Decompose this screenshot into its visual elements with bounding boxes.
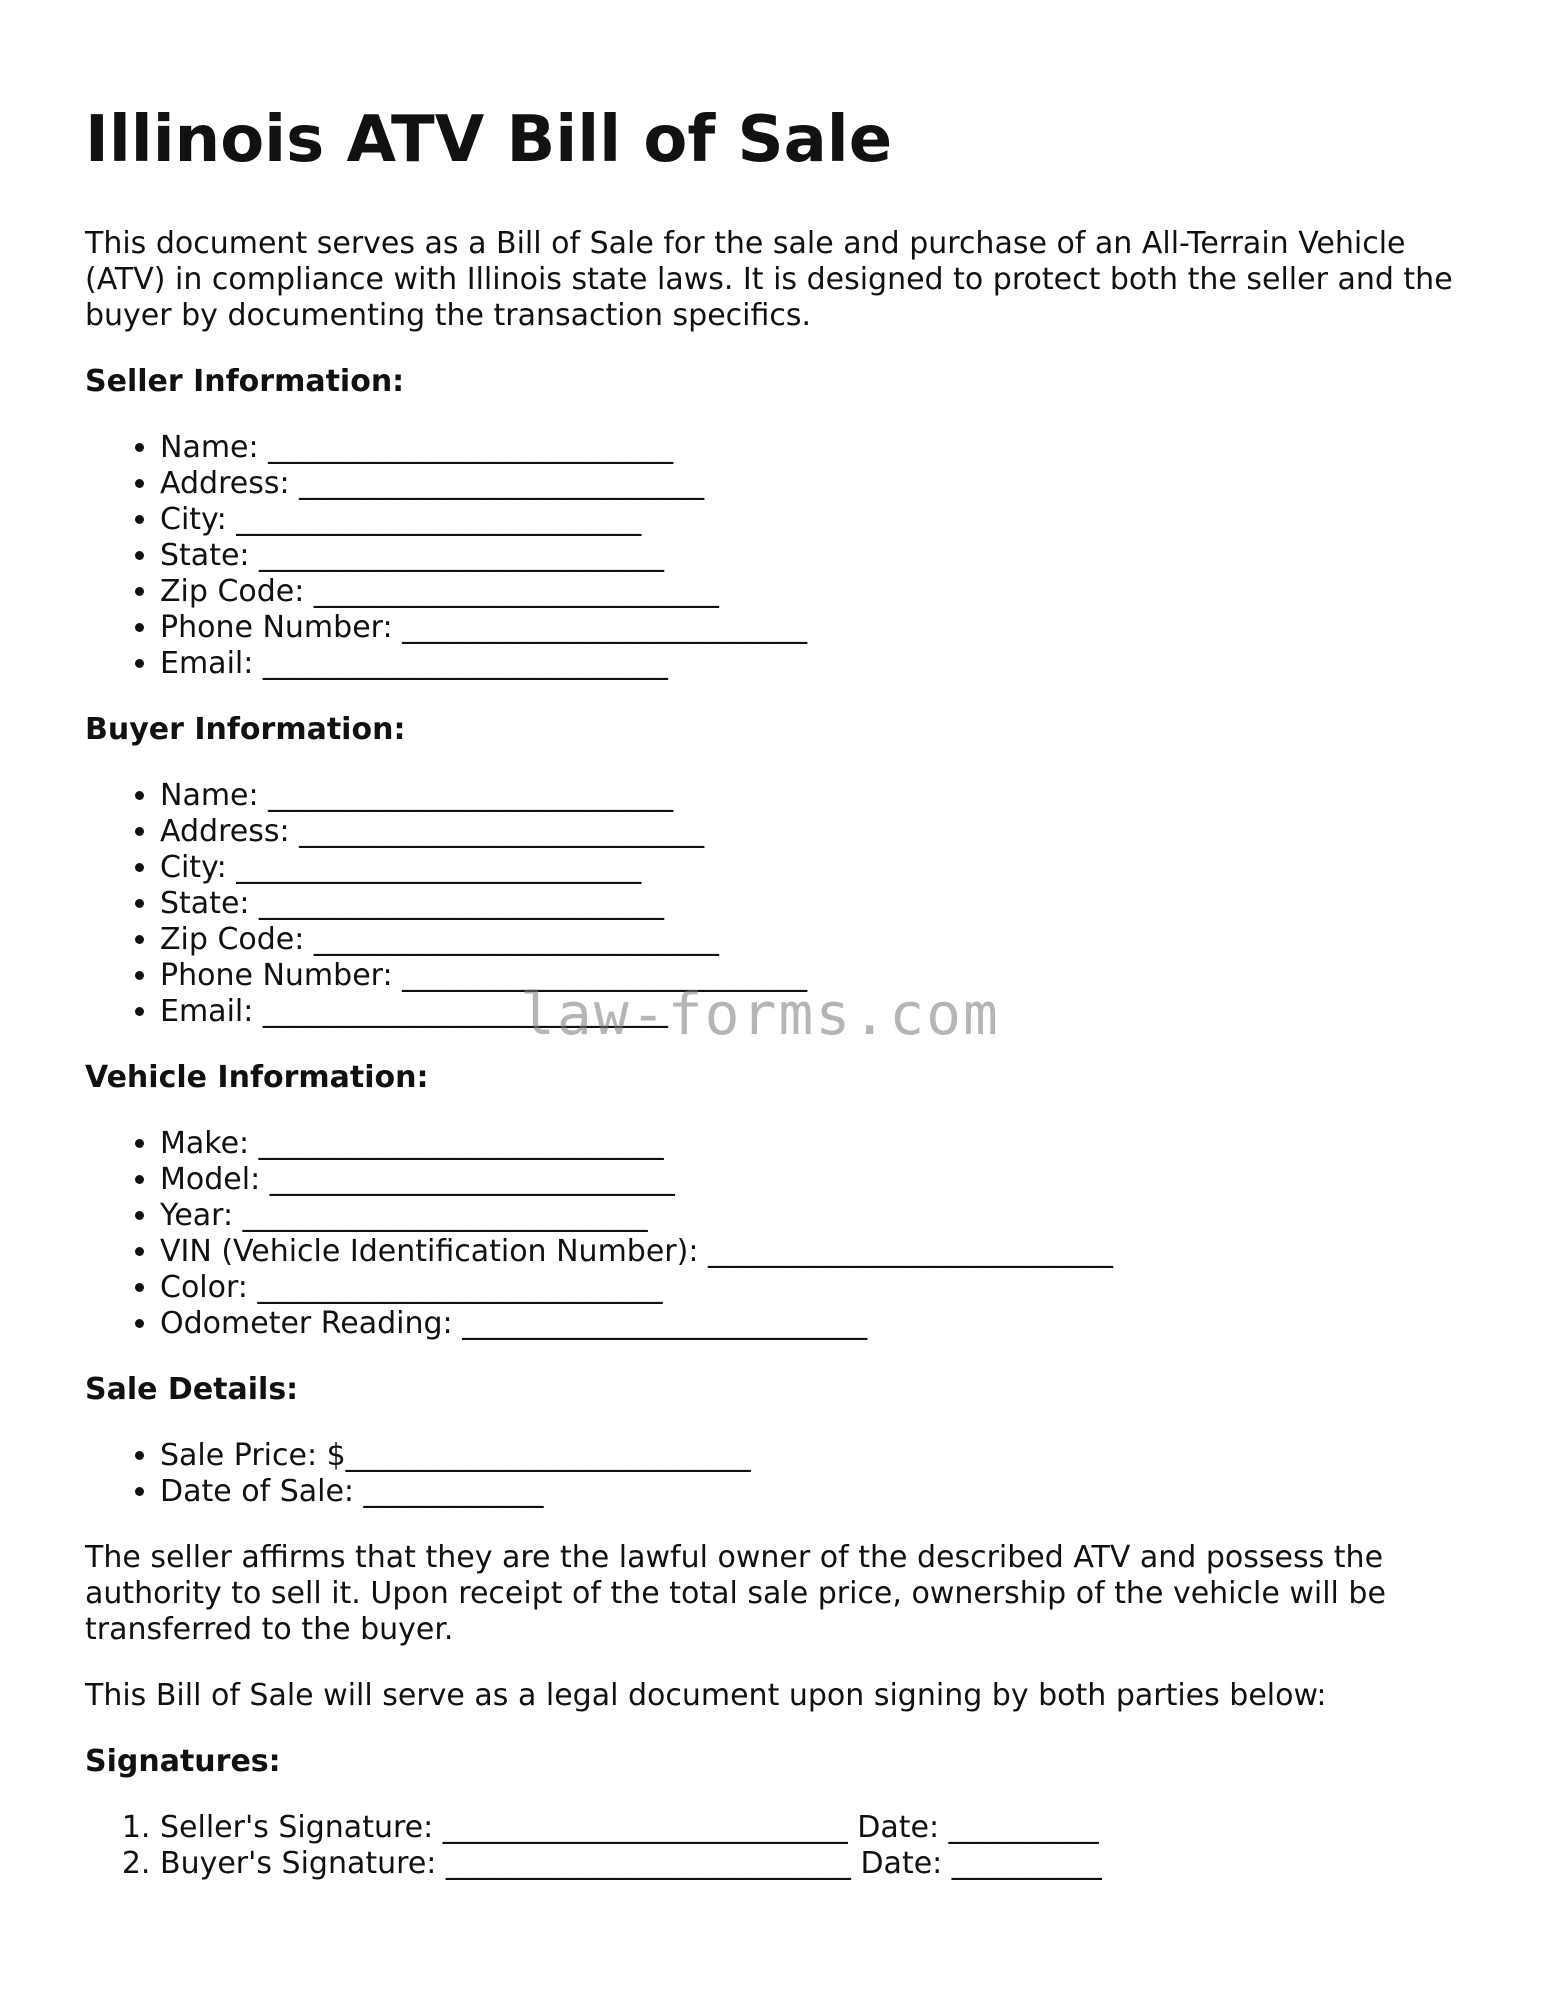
document-page — [85, 100, 1475, 1912]
sale-fields-list — [85, 1438, 1475, 1510]
document-title: Illinois ATV Bill of Sale — [85, 103, 893, 177]
buyer-state-field: • State: ___________________________ — [160, 886, 1475, 922]
vehicle-odometer-field: • Odometer Reading: ___________________________ — [160, 1306, 1475, 1342]
buyer-address-field: • Address: ___________________________ — [160, 814, 1475, 850]
vehicle-model-field: • Model: ___________________________ — [160, 1162, 1475, 1198]
affirmation-paragraph: The seller affirms that they are the lawful owner of the described ATV and possess the authority to sell it. Upon receipt of the total sale price, ownership of the vehicle will be transferred to the buyer. — [85, 1540, 1386, 1647]
watermark-text: law-forms.com — [520, 980, 1000, 1048]
sale-price-field: • Sale Price: $___________________________ — [160, 1438, 1475, 1474]
buyer-zip-field: • Zip Code: ___________________________ — [160, 922, 1475, 958]
buyer-heading: Buyer Information: — [85, 712, 406, 747]
seller-city-field: • City: ___________________________ — [160, 502, 1475, 538]
vehicle-year-field: • Year: ___________________________ — [160, 1198, 1475, 1234]
seller-name-field: • Name: ___________________________ — [160, 430, 1475, 466]
seller-signature-line: 1. Seller's Signature: ___________________________ Date: __________ — [160, 1810, 1475, 1846]
seller-phone-field: • Phone Number: ___________________________ — [160, 610, 1475, 646]
sale-date-field: • Date of Sale: ____________ — [160, 1474, 1475, 1510]
sale-heading: Sale Details: — [85, 1372, 299, 1407]
vehicle-color-field: • Color: ___________________________ — [160, 1270, 1475, 1306]
buyer-email-field: • Email: ___________________________ — [160, 994, 1475, 1030]
vehicle-vin-field: • VIN (Vehicle Identification Number): ___________________________ — [160, 1234, 1475, 1270]
buyer-signature-line: 2. Buyer's Signature: ___________________________ Date: __________ — [160, 1846, 1475, 1882]
seller-address-field: • Address: ___________________________ — [160, 466, 1475, 502]
seller-zip-field: • Zip Code: ___________________________ — [160, 574, 1475, 610]
vehicle-heading: Vehicle Information: — [85, 1060, 429, 1095]
seller-fields-list — [85, 430, 1475, 682]
legal-note-paragraph: This Bill of Sale will serve as a legal document upon signing by both parties below: — [85, 1678, 1327, 1713]
signatures-list — [85, 1810, 1475, 1882]
seller-email-field: • Email: ___________________________ — [160, 646, 1475, 682]
buyer-phone-field: • Phone Number: ___________________________ — [160, 958, 1475, 994]
intro-paragraph: This document serves as a Bill of Sale for the sale and purchase of an All-Terrain Vehicle (ATV) in compliance with Illinois state laws. It is designed to protect both the seller and the buyer by documenting the transaction specifics. — [85, 226, 1453, 333]
signatures-heading: Signatures: — [85, 1744, 281, 1779]
vehicle-make-field: • Make: ___________________________ — [160, 1126, 1475, 1162]
buyer-name-field: • Name: ___________________________ — [160, 778, 1475, 814]
seller-state-field: • State: ___________________________ — [160, 538, 1475, 574]
seller-heading: Seller Information: — [85, 364, 405, 399]
vehicle-fields-list — [85, 1126, 1475, 1342]
buyer-fields-list — [85, 778, 1475, 1030]
buyer-city-field: • City: ___________________________ — [160, 850, 1475, 886]
